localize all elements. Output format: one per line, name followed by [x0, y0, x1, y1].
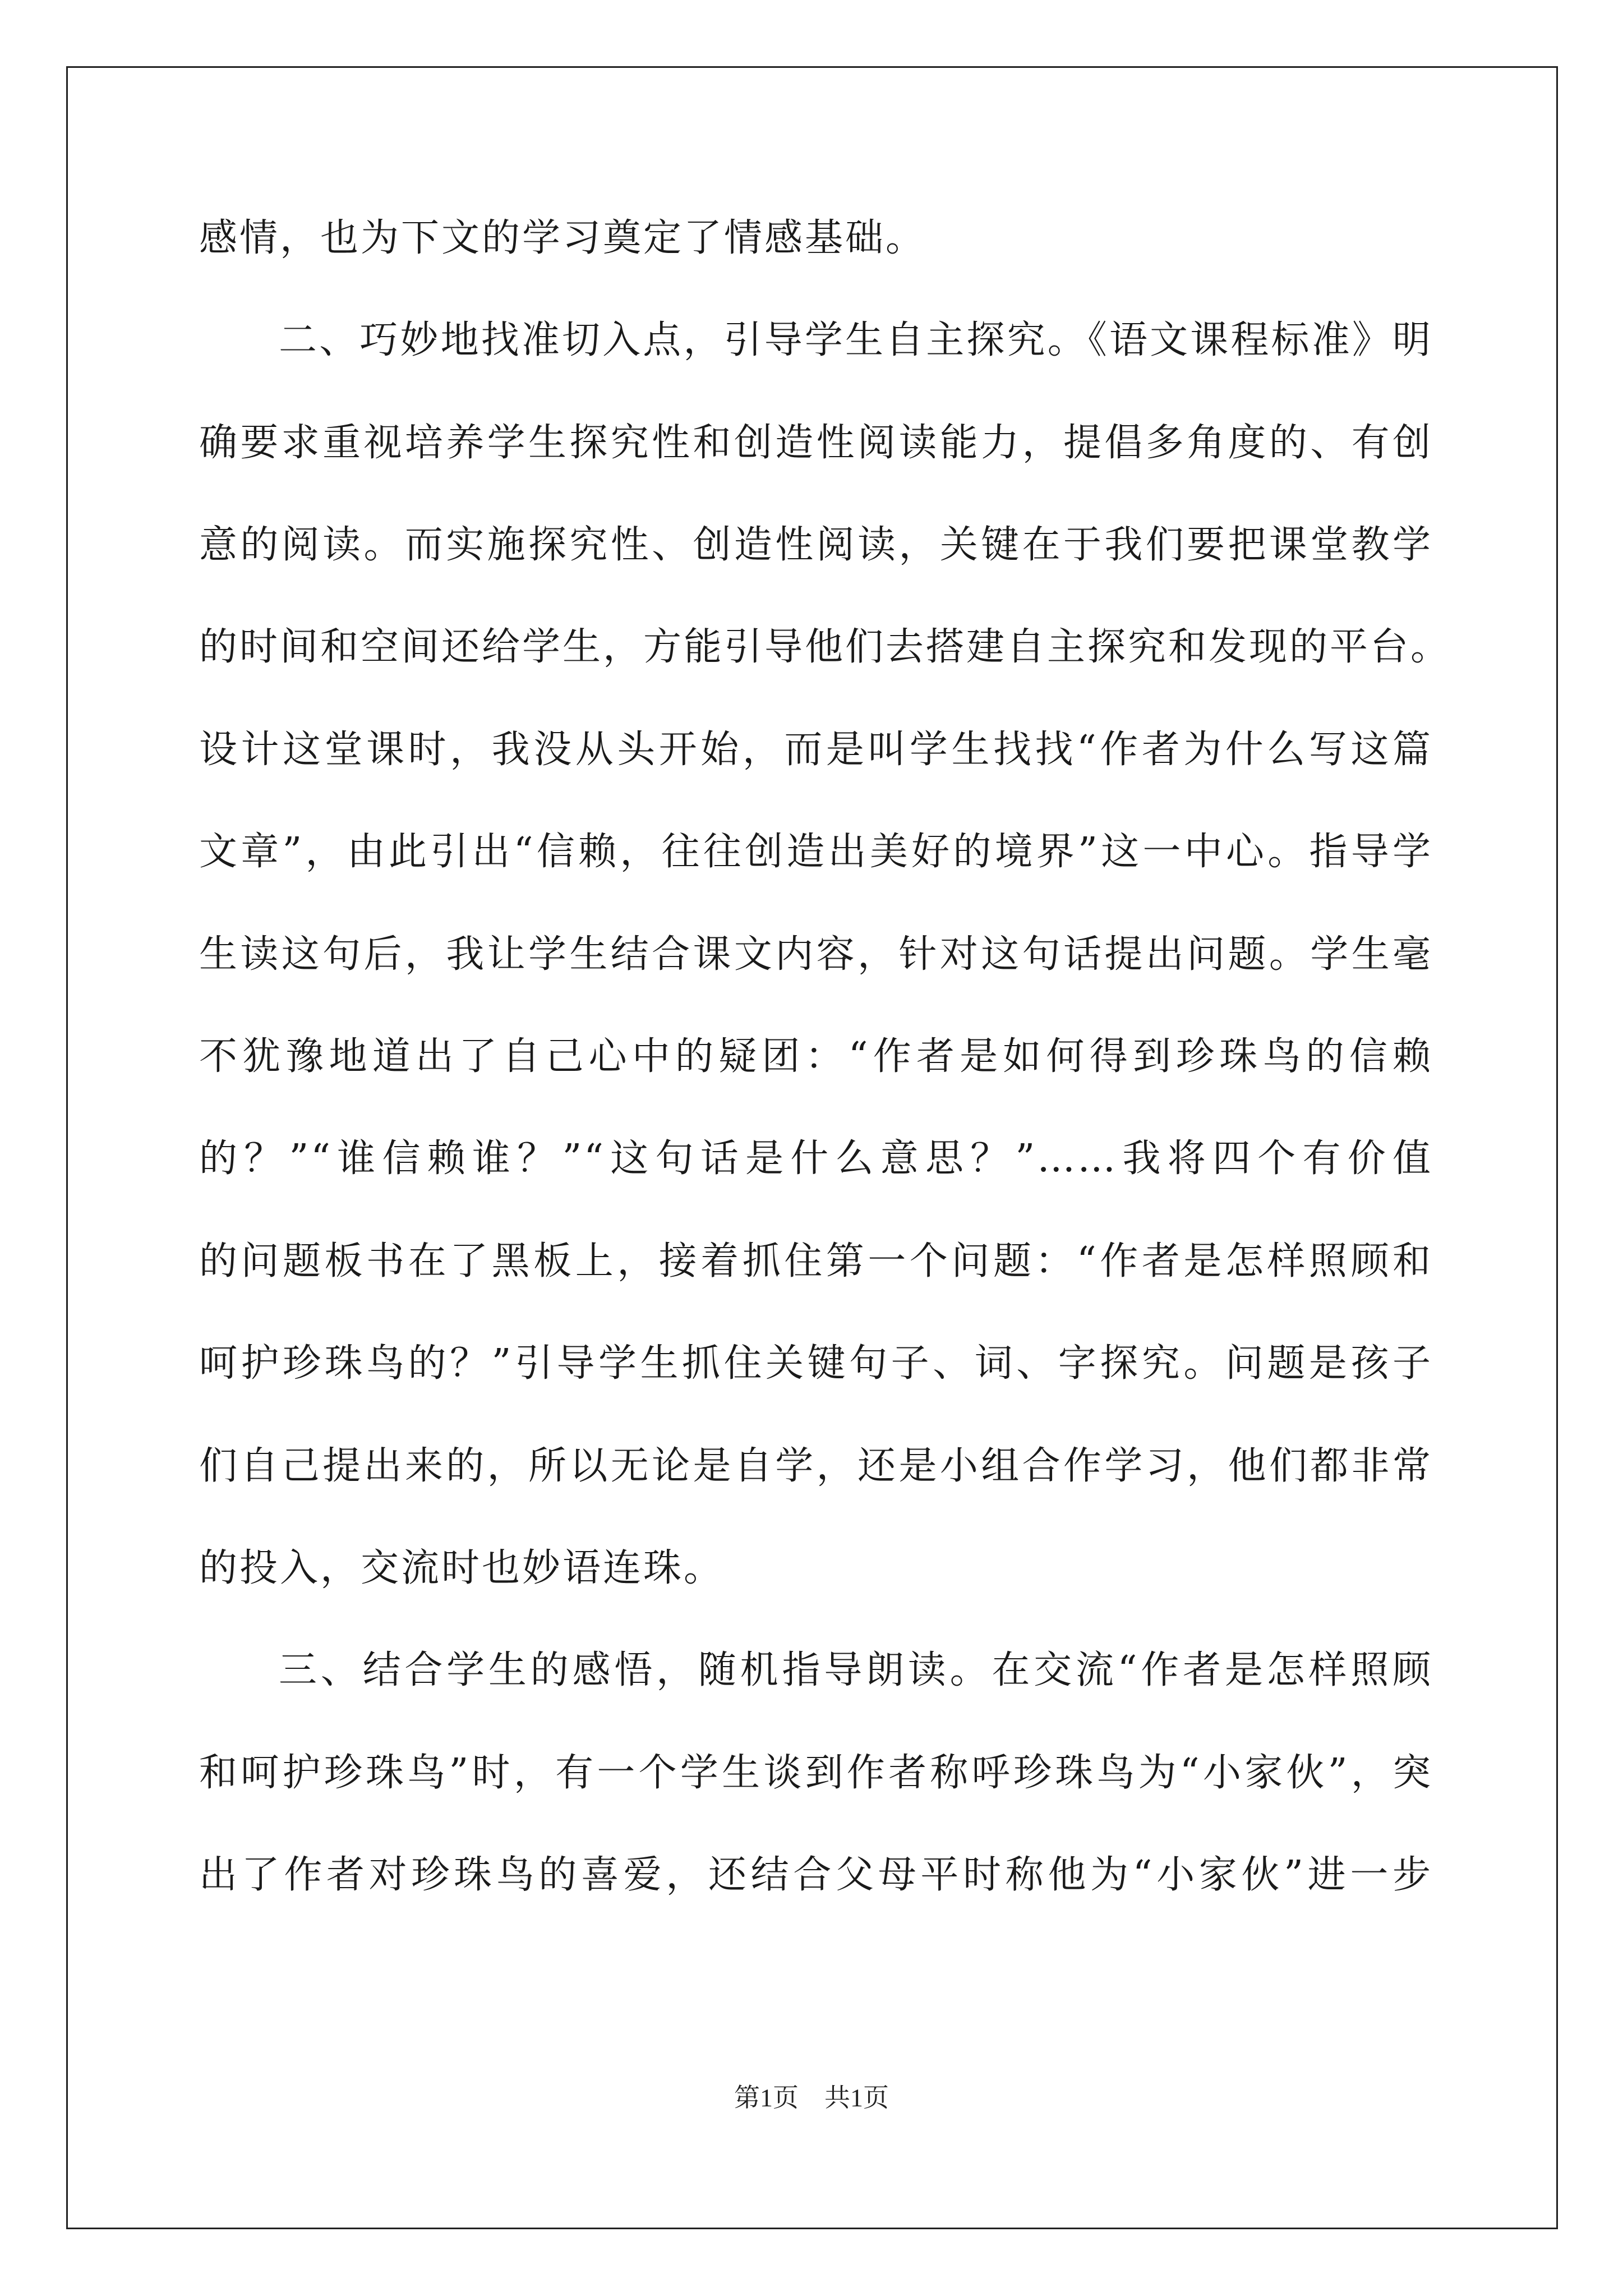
- text-line: 的时间和空间还给学生，方能引导他们去搭建自主探究和发现的平台。: [199, 625, 1451, 669]
- text-line: 的？”“谁信赖谁？”“这句话是什么意思？”……我将四个有价值: [199, 1137, 1433, 1181]
- page-number-footer: 第1页 共1页: [734, 2083, 889, 2112]
- text-line: 不犹豫地道出了自己心中的疑团：“作者是如何得到珍珠鸟的信赖: [199, 1034, 1433, 1079]
- text-line: 生读这句后，我让学生结合课文内容，针对这句话提出问题。学生毫: [199, 932, 1433, 977]
- text-line: 文章”，由此引出“信赖，往往创造出美好的境界”这一中心。指导学: [199, 830, 1433, 874]
- paragraph-heading-line: 三、结合学生的感悟，随机指导朗读。在交流“作者是怎样照顾: [279, 1648, 1433, 1692]
- text-line: 确要求重视培养学生探究性和创造性阅读能力，提倡多角度的、有创: [199, 421, 1433, 465]
- text-line: 意的阅读。而实施探究性、创造性阅读，关键在于我们要把课堂教学: [199, 523, 1433, 567]
- text-line: 和呵护珍珠鸟”时，有一个学生谈到作者称呼珍珠鸟为“小家伙”，突: [199, 1751, 1433, 1795]
- text-line: 的投入，交流时也妙语连珠。: [199, 1546, 725, 1590]
- text-line: 的问题板书在了黑板上，接着抓住第一个问题：“作者是怎样照顾和: [199, 1239, 1433, 1283]
- text-line: 出了作者对珍珠鸟的喜爱，还结合父母平时称他为“小家伙”进一步: [199, 1853, 1433, 1897]
- text-line: 感情，也为下文的学习奠定了情感基础。: [199, 216, 926, 260]
- text-line: 呵护珍珠鸟的？”引导学生抓住关键句子、词、字探究。问题是孩子: [199, 1341, 1433, 1386]
- text-line: 设计这堂课时，我没从头开始，而是叫学生找找“作者为什么写这篇: [199, 728, 1433, 772]
- paragraph-heading-line: 二、巧妙地找准切入点，引导学生自主探究。《语文课程标准》明: [279, 318, 1433, 362]
- text-line: 们自己提出来的，所以无论是自学，还是小组合作学习，他们都非常: [199, 1444, 1433, 1488]
